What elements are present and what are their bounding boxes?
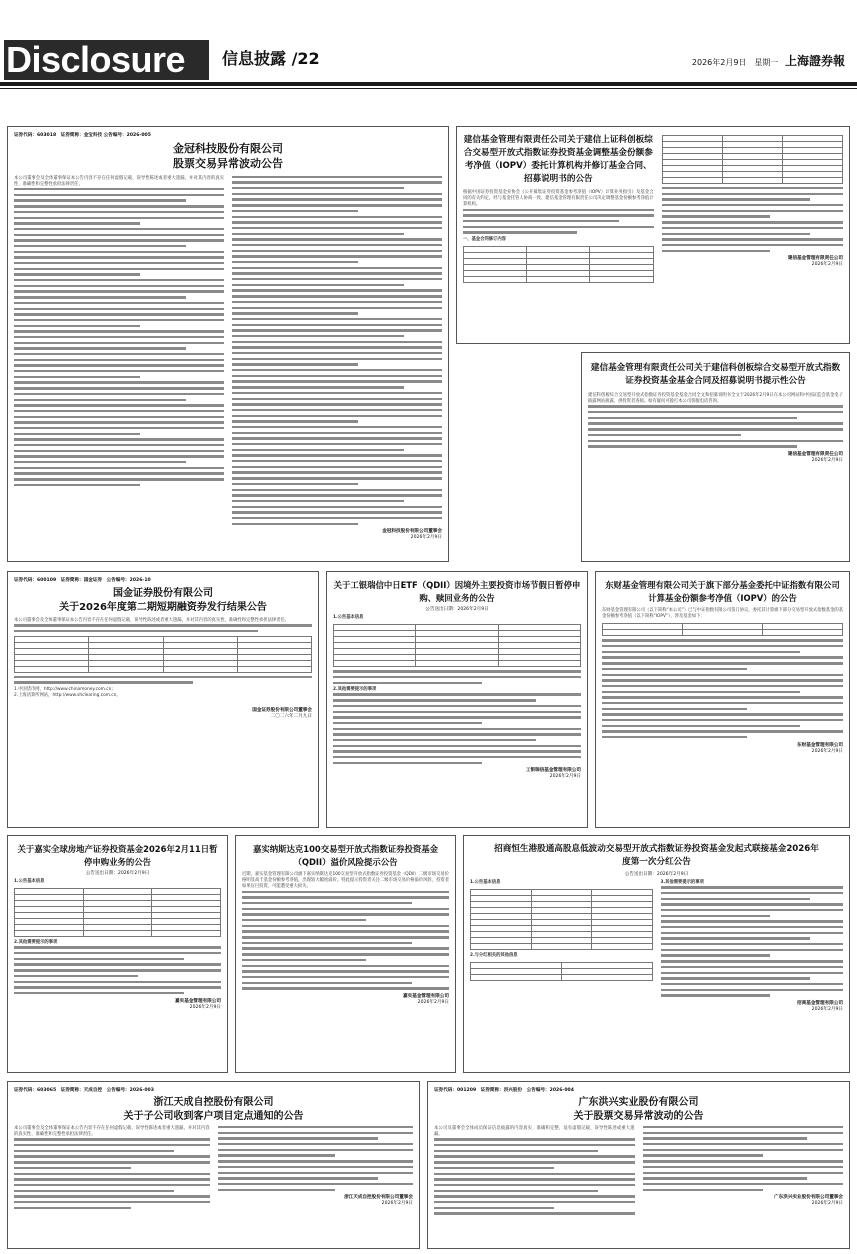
notice-jinyun bbox=[7, 126, 449, 562]
newspaper-name: 上海證券報 bbox=[784, 54, 845, 68]
notice-title-2: 关于子公司收到客户项目定点通知的公告 bbox=[123, 1110, 304, 1122]
notice-date: 2026年2月9日 bbox=[811, 457, 843, 463]
section-title: 信息披露 /22 bbox=[222, 49, 320, 68]
notice-signature: 金冠科技股份有限公司董事会 bbox=[382, 529, 442, 535]
revision-table bbox=[463, 246, 654, 283]
notice-dongcai bbox=[595, 571, 850, 828]
notice-jianxin-iopv bbox=[456, 126, 850, 344]
notice-title-2: 关于2026年度第二期短期融资券发行结果公告 bbox=[59, 601, 267, 613]
notice-date: 2026年2月9日 bbox=[410, 535, 442, 541]
notice-title-2: 关于股票交易异常波动的公告 bbox=[573, 1110, 704, 1122]
masthead-rule-thin bbox=[0, 88, 857, 89]
notice-signature: 建信基金管理有限责任公司 bbox=[787, 451, 843, 457]
notice-signature: 广东洪兴实业股份有限公司董事会 bbox=[774, 1195, 843, 1201]
notice-sub: 公告送出日期：2026年2月9日 bbox=[85, 871, 150, 876]
notice-jianxin-kcb bbox=[581, 352, 850, 562]
notice-body-right bbox=[643, 1126, 844, 1191]
notice-body-right bbox=[662, 187, 843, 252]
notice-body bbox=[602, 639, 843, 738]
notice-body bbox=[14, 624, 312, 632]
notice-signature: 建信基金管理有限责任公司 bbox=[787, 256, 843, 262]
notice-intro: 本公司董事会及全体董事保证本公告内容不存在任何虚假记载、误导性陈述或者重大遗漏，并对其内容的真实性、准确性和完整性承担法律责任。 bbox=[14, 1126, 210, 1138]
revision-table-cont bbox=[662, 135, 843, 184]
notice-body bbox=[333, 670, 581, 684]
dividend-table-2 bbox=[470, 962, 653, 981]
masthead-rule bbox=[0, 82, 857, 86]
notice-code: 证券代码：001209 证券简称：洪兴股份 公告编号：2026-004 bbox=[434, 1088, 574, 1093]
notice-body bbox=[242, 891, 449, 990]
basic-info-table bbox=[14, 888, 221, 937]
notice-intro: 建信科创板综合交易型开放式指数证券投资基金基金合同全文和招募说明书全文于2026年2月9日在本公司网站和中国证监会基金电子披露网站披露，供投资者查阅。如有疑问可拨打本公司客服电话咨询。 bbox=[588, 393, 843, 405]
notice-title: 广东洪兴实业股份有限公司 bbox=[578, 1097, 699, 1108]
notice-signature: 嘉实基金管理有限公司 bbox=[175, 998, 221, 1004]
notice-body bbox=[588, 405, 843, 447]
section-2: 2.其他需要提示的事项 bbox=[14, 940, 58, 946]
notice-date: 2026年2月9日 bbox=[381, 1201, 413, 1207]
table-title: 一、基金合同修订内容 bbox=[463, 237, 506, 243]
notice-date: 2026年2月9日 bbox=[549, 774, 581, 780]
notice-date: 2026年2月9日 bbox=[417, 999, 449, 1005]
notice-title: 建信基金管理有限责任公司关于建信科创板综合交易型开放式指数证券投资基金基金合同及招募说明书提示性公告 bbox=[590, 363, 841, 386]
masthead-right bbox=[692, 52, 845, 69]
notice-title: 国金证券股份有限公司 bbox=[113, 588, 213, 599]
notice-intro: 根据中国证券投资基金业协会《公开募集证券投资基金参考净值（IOPV）计算业务指引》及基金合同的有关约定，经与基金托管人协商一致，建信基金管理有限责任公司决定调整基金份额参考净值计算机构。 bbox=[463, 190, 654, 208]
basic-info-table bbox=[333, 624, 581, 667]
section-1: 1.公告基本信息 bbox=[14, 879, 45, 884]
notice-body-2 bbox=[333, 693, 581, 764]
dividend-table bbox=[470, 889, 653, 950]
bond-table bbox=[14, 636, 312, 673]
notice-body-right bbox=[218, 1126, 414, 1191]
notice-zhaoshang bbox=[463, 835, 850, 1073]
notice-jiashi bbox=[7, 835, 228, 1073]
notice-sub: 公告送出日期：2026年2月9日 bbox=[624, 872, 689, 877]
notice-body-right bbox=[232, 176, 442, 525]
section-1: 1.公告基本信息 bbox=[333, 615, 364, 620]
notice-title: 建信基金管理有限责任公司关于建信上证科创板综合交易型开放式指数证券投资基金调整基金份额参考净值（IOPV）委托计算机构并修订基金合同、招募说明书的公告 bbox=[463, 135, 653, 184]
notice-zhejiang bbox=[7, 1081, 420, 1249]
notice-signature: 东财基金管理有限公司 bbox=[797, 742, 843, 748]
notice-guojin bbox=[7, 571, 319, 828]
notice-title: 东财基金管理有限公司关于旗下部分基金委托中证指数有限公司计算基金份额参考净值（IOPV）的公告 bbox=[605, 580, 840, 603]
notice-title: 招商恒生港股通高股息低波动交易型开放式指数证券投资基金发起式联接基金2026年度第一次分红公告 bbox=[494, 844, 819, 867]
section-logo: Disclosure bbox=[4, 40, 209, 80]
notice-body bbox=[661, 886, 844, 996]
notice-title: 关于工银瑞信中日ETF（QDII）因境外主要投资市场节假日暂停申购、赎回业务的公告 bbox=[333, 580, 581, 603]
section-3: 3.其他需要提示的事项 bbox=[660, 880, 704, 885]
notice-signature: 招商基金管理有限公司 bbox=[797, 1000, 843, 1006]
link-chinamoney: 1.中国货币网，http://www.chinamoney.com.cn； bbox=[14, 686, 116, 692]
notice-jiashi-nasdaq bbox=[235, 835, 456, 1073]
notice-date: 2026年2月9日 bbox=[811, 1006, 843, 1012]
notice-intro: 近期，嘉实基金管理有限公司旗下嘉实纳斯达克100交易型开放式指数证券投资基金（QDII）二级市场交易价格明显高于基金份额参考净值，出现较大幅度溢价。特此提示投资者关注二级市场交易价格溢价风险，投资者如果盲目投资，可能遭受重大损失。 bbox=[242, 872, 449, 890]
issue-date: 2026年2月9日 星期一 bbox=[691, 58, 779, 67]
notice-body-left bbox=[434, 1138, 635, 1214]
notice-intro: 本公司董事会及全体董事保证本公告内容不存在任何虚假记载、误导性陈述或者重大遗漏，并对其内容的真实性、准确性和完整性承担法律责任。 bbox=[14, 175, 224, 187]
notice-date: 2026年2月9日 bbox=[811, 748, 843, 754]
notice-signature: 工银瑞信基金管理有限公司 bbox=[525, 768, 581, 774]
notice-code: 证券代码：603065 证券简称：天成自控 公告编号：2026-003 bbox=[14, 1088, 154, 1093]
notice-title: 嘉实纳斯达克100交易型开放式指数证券投资基金（QDII）溢价风险提示公告 bbox=[253, 844, 438, 867]
notice-title: 金冠科技股份有限公司 bbox=[173, 142, 283, 155]
notice-intro: 东财基金管理有限公司（以下简称“本公司”）已与中证指数有限公司签订协议，委托其计算旗下部分交易型开放式指数基金的基金份额参考净值（以下简称“IOPV”），涉及基金如下： bbox=[602, 608, 843, 620]
notice-body-left bbox=[14, 1138, 210, 1209]
notice-intro: 本公司及董事会全体成员保证信息披露的内容真实、准确和完整，没有虚假记载、误导性陈述或重大遗漏。 bbox=[434, 1126, 635, 1138]
section-2: 2.其他需要提示的事项 bbox=[333, 687, 377, 693]
notice-title-2: 股票交易异常波动公告 bbox=[173, 156, 283, 170]
notice-title: 关于嘉实全球房地产证券投资基金2026年2月11日暂停申购业务的公告 bbox=[17, 844, 218, 867]
notice-body bbox=[14, 946, 221, 994]
notice-code: 证券代码：600109 证券简称：国金证券 公告编号：2026-10 bbox=[14, 578, 151, 583]
notice-body bbox=[463, 209, 654, 234]
notice-date: 二〇二六年二月九日 bbox=[270, 714, 312, 720]
notice-code: 证券代码：603018 证券简称：金宝科技 公告编号：2026-005 bbox=[14, 133, 151, 138]
notice-body-2 bbox=[14, 676, 312, 684]
notice-date: 2026年2月9日 bbox=[811, 1201, 843, 1207]
notice-signature: 嘉实基金管理有限公司 bbox=[403, 993, 449, 999]
notice-body-left bbox=[14, 188, 224, 486]
notice-signature: 浙江天成自控股份有限公司董事会 bbox=[344, 1195, 413, 1201]
section-2: 2.与分红相关的其他信息 bbox=[470, 953, 518, 959]
notice-sub: 公告送出日期：2026年2月9日 bbox=[425, 607, 489, 612]
notice-date: 2026年2月9日 bbox=[189, 1004, 221, 1010]
fund-table bbox=[602, 623, 843, 636]
notice-signature: 国金证券股份有限公司董事会 bbox=[252, 708, 312, 714]
notice-date: 2026年2月9日 bbox=[811, 262, 843, 268]
notice-guangdong bbox=[427, 1081, 850, 1249]
notice-intro: 本公司董事会及全体董事保证本公告内容不存在任何虚假记载、误导性陈述或者重大遗漏，并对其内容的真实性、准确性和完整性承担法律责任。 bbox=[14, 618, 289, 623]
link-shclearing: 2.上海清算所网站，http://www.shclearing.com.cn。 bbox=[14, 693, 121, 699]
notice-title: 浙江天成自控股份有限公司 bbox=[153, 1097, 274, 1108]
notice-gongyin bbox=[326, 571, 588, 828]
section-1: 1.公告基本信息 bbox=[470, 880, 501, 885]
